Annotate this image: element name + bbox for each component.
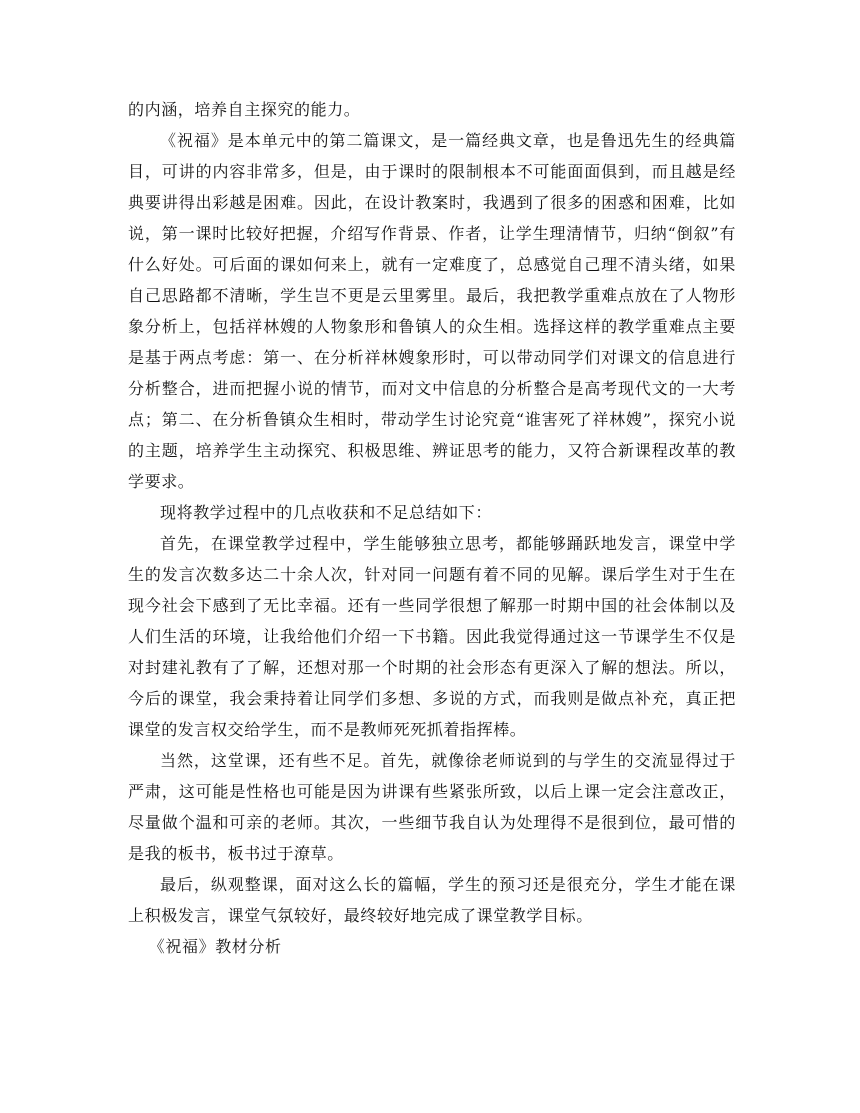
paragraph-continuation: 的内涵，培养自主探究的能力。 — [128, 100, 361, 119]
document-body — [128, 94, 736, 962]
section-heading: 《祝福》教材分析 — [148, 937, 282, 956]
paragraph-summary-lead: 现将教学过程中的几点收获和不足总结如下： — [160, 503, 493, 522]
paragraph-conclusion: 最后，纵观整课，面对这么长的篇幅，学生的预习还是很充分，学生才能在课上积极发言，课堂气氛较好，最终较好地完成了课堂教学目标。 — [128, 875, 736, 925]
paragraph-lesson-intro: 《祝福》是本单元中的第二篇课文，是一篇经典文章，也是鲁迅先生的经典篇目，可讲的内容非常多，但是，由于课时的限制根本不可能面面俱到，而且越是经典要讲得出彩越是困难。因此，在设计教案时，我遇到了很多的困惑和困难，比如说，第一课时比较好把握，介绍写作背景、作者，让学生理清情节，归纳“倒叙”有什么好处。可后面的课如何来上，就有一定难度了，总感觉自己理不清头绪，如果自己思路都不清晰，学生岂不更是云里雾里。最后，我把教学重难点放在了人物形象分析上，包括祥林嫂的人物象形和鲁镇人的众生相。选择这样的教学重难点主要是基于两点考虑：第一、在分析祥林嫂象形时，可以带动同学们对课文的信息进行分析整合，进而把握小说的情节，而对文中信息的分析整合是高考现代文的一大考点；第二、在分析鲁镇众生相时，带动学生讨论究竟“谁害死了祥林嫂”，探究小说的主题，培养学生主动探究、积极思维、辨证思考的能力，又符合新课程改革的教学要求。 — [128, 131, 736, 491]
paragraph-gains: 首先，在课堂教学过程中，学生能够独立思考，都能够踊跃地发言，课堂中学生的发言次数多达二十余人次，针对同一问题有着不同的见解。课后学生对于生在现今社会下感到了无比幸福。还有一些同学很想了解那一时期中国的社会体制以及人们生活的环境，让我给他们介绍一下书籍。因此我觉得通过这一节课学生不仅是对封建礼教有了了解，还想对那一个时期的社会形态有更深入了解的想法。所以，今后的课堂，我会秉持着让同学们多想、多说的方式，而我则是做点补充，真正把课堂的发言权交给学生，而不是教师死死抓着指挥棒。 — [128, 534, 736, 739]
paragraph-shortcomings: 当然，这堂课，还有些不足。首先，就像徐老师说到的与学生的交流显得过于严肃，这可能是性格也可能是因为讲课有些紧张所致，以后上课一定会注意改正，尽量做个温和可亲的老师。其次，一些细节我自认为处理得不是很到位，最可惜的是我的板书，板书过于潦草。 — [128, 751, 736, 863]
